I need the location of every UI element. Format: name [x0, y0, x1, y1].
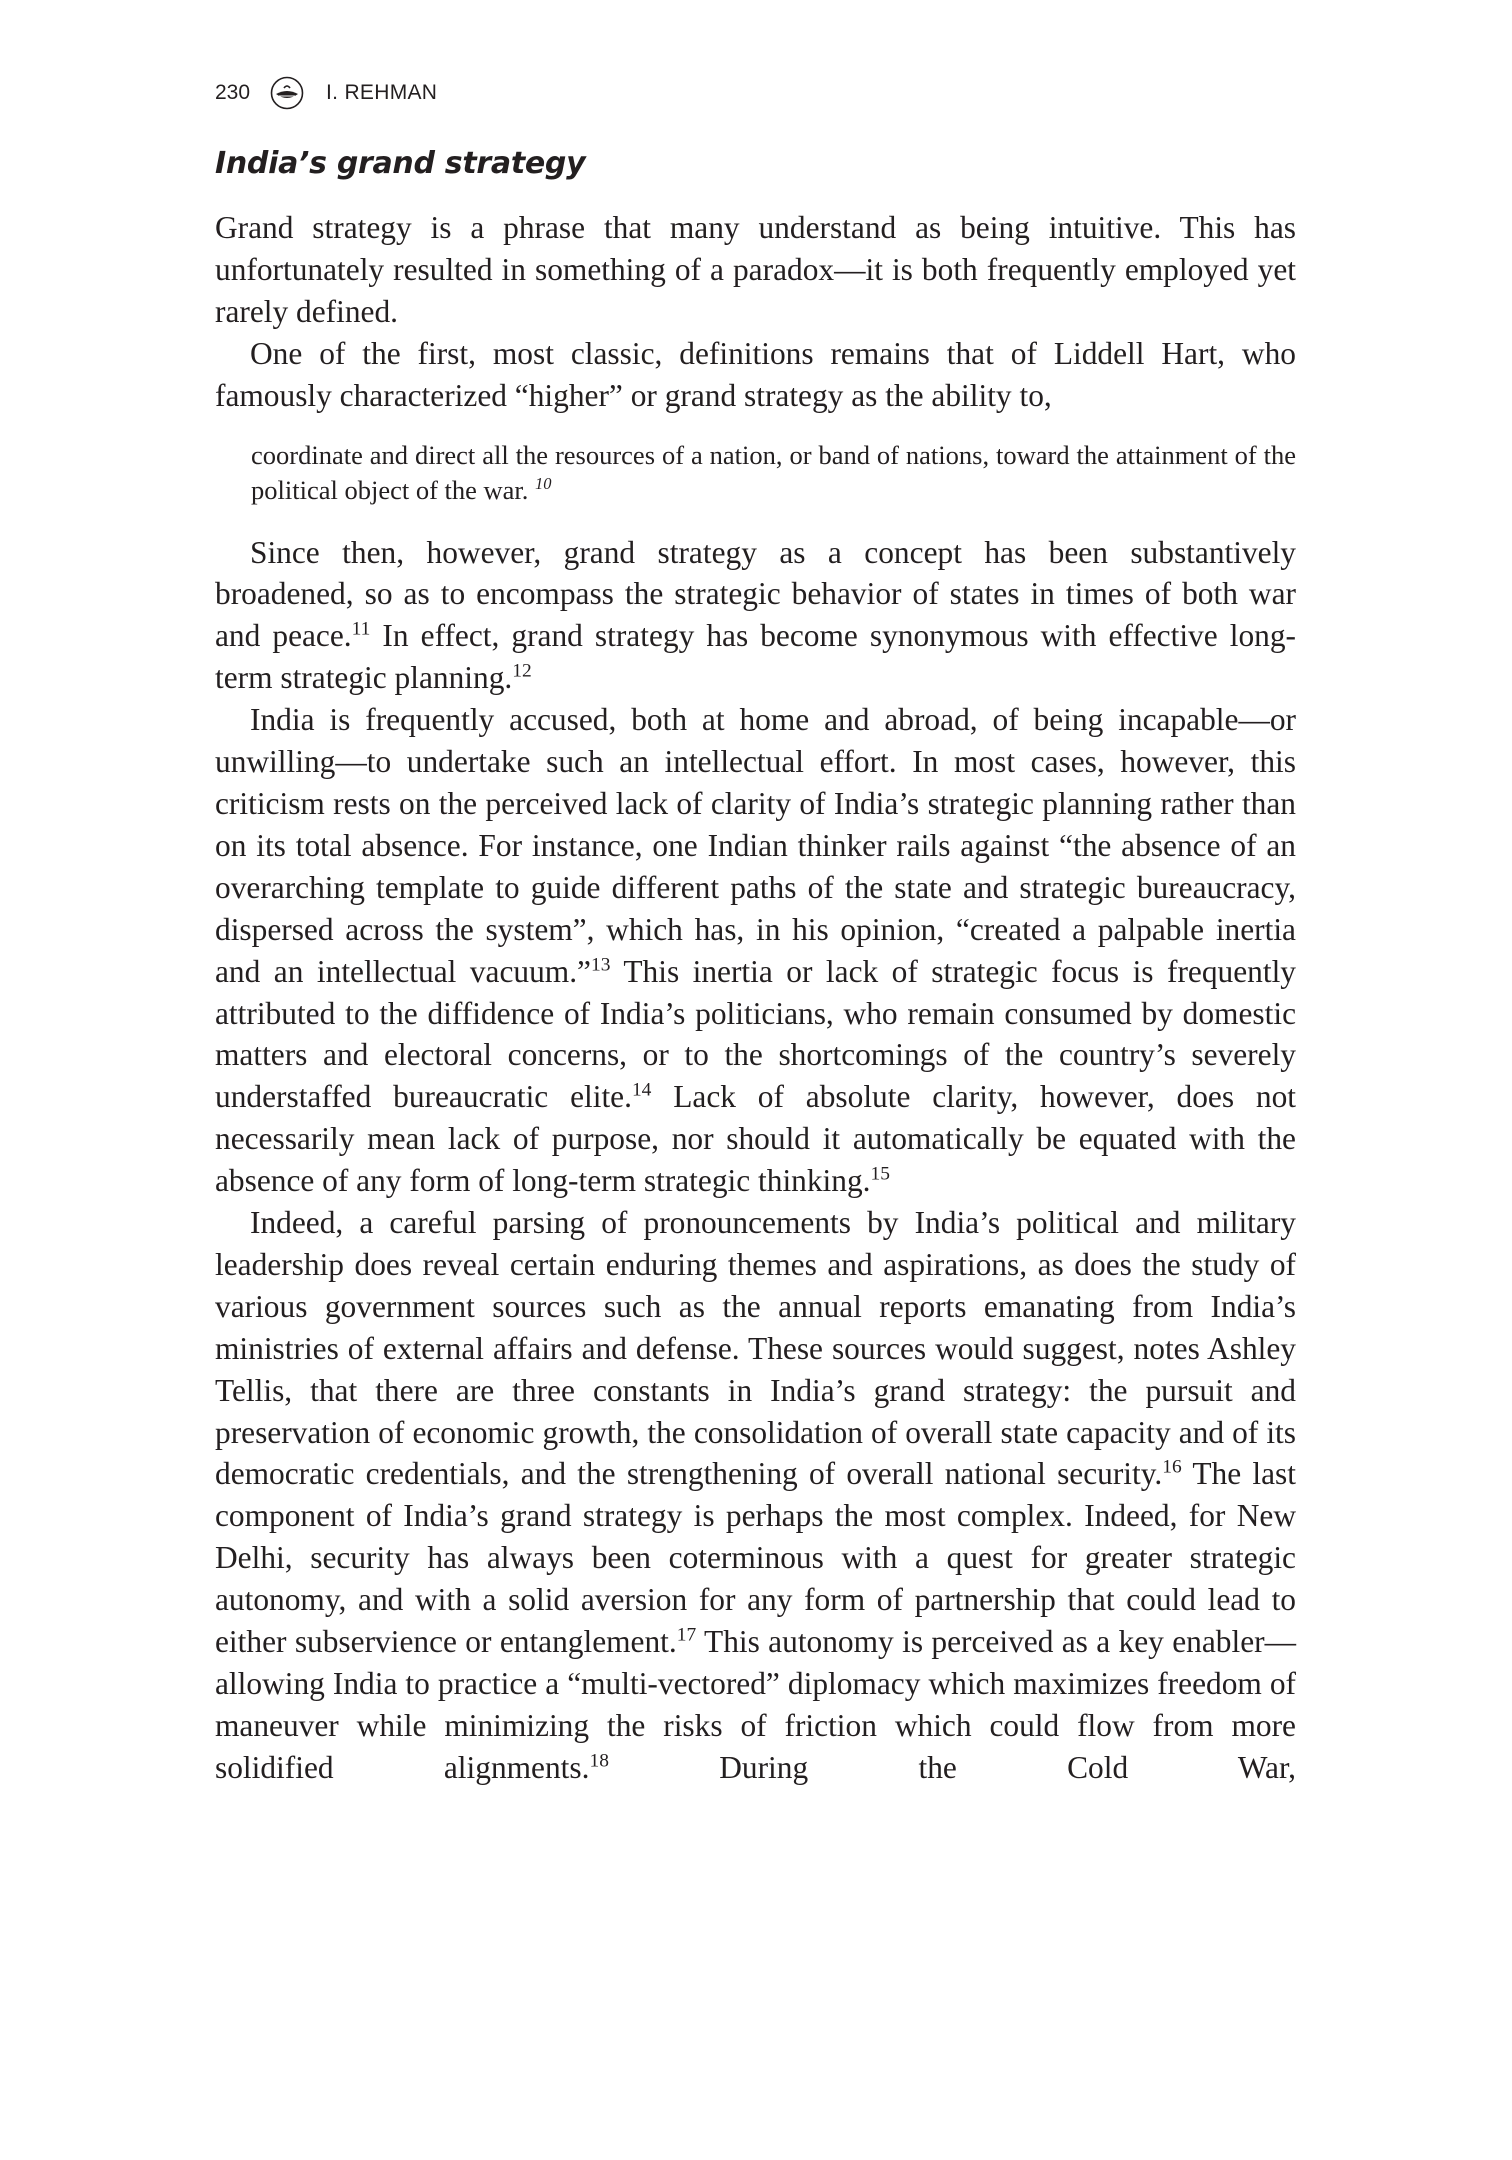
footnote-ref: 11	[351, 618, 371, 640]
body-text	[215, 207, 1296, 1789]
footnote-ref: 18	[589, 1750, 609, 1772]
paragraph-3-text: In effect, grand strategy has become synonymous with effective long-term strategic planning.	[215, 618, 1296, 696]
running-header	[215, 76, 437, 110]
paragraph-5-text: This autonomy is perceived as a key enabler—allowing India to practice a “multi-vectored” diplomacy which maximizes freedom of maneuver while minimizing the risks of friction which could flow from more solidified alignments.	[215, 1624, 1296, 1785]
section-heading: India’s grand strategy	[215, 146, 586, 181]
paragraph-5-text: The last component of India’s grand strategy is perhaps the most complex. Indeed, for New Delhi, security has always been coterminous with a quest for greater strategic autonomy, and with a solid aversion for any form of partnership that could lead to either subservience or entanglement.	[215, 1456, 1296, 1660]
publisher-logo-icon	[270, 76, 304, 110]
page-number: 230	[215, 81, 251, 104]
paragraph-5-text: Indeed, a careful parsing of pronouncements by India’s political and military leadership does reveal certain enduring themes and aspirations, as does the study of various government sources such as the annual reports emanating from India’s ministries of external affairs and defense. These sources would suggest, notes Ashley Tellis, that there are three constants in India’s grand strategy: the pursuit and preservation of economic growth, the consolidation of overall state capacity and of its democratic credentials, and the strengthening of overall national security.	[215, 1205, 1296, 1492]
quote-text: coordinate and direct all the resources of a nation, or band of nations, toward the attainment of the political object of the war.	[251, 439, 1296, 505]
paragraph-3-text: Since then, however, grand strategy as a concept has been substantively broadened, so as to encompass the strategic behavior of states in times of both war and peace.	[215, 534, 1296, 654]
paragraph-2: One of the first, most classic, definitions remains that of Liddell Hart, who famously characterized “higher” or grand strategy as the ability to,	[215, 335, 1296, 413]
footnote-ref: 17	[676, 1624, 697, 1646]
paragraph-4	[215, 699, 1296, 1202]
paragraph-4-text: This inertia or lack of strategic focus is frequently attributed to the diffidence of India’s politicians, who remain consumed by domestic matters and electoral concerns, or to the shortcomings of the country’s severely understaffed bureaucratic elite.	[215, 953, 1296, 1115]
paragraph-4-text: India is frequently accused, both at home and abroad, of being incapable—or unwilling—to undertake such an intellectual effort. In most cases, however, this criticism rests on the perceived lack of clarity of India’s strategic planning rather than on its total absence. For instance, one Indian thinker rails against “the absence of an overarching template to guide different paths of the state and strategic bureaucracy, dispersed across the system”, which has, in his opinion, “created a palpable inertia and an intellectual vacuum.”	[215, 702, 1296, 989]
block-quote	[251, 438, 1296, 508]
paragraph-5-text: During the Cold War,	[608, 1749, 1296, 1785]
paragraph-4-text: Lack of absolute clarity, however, does not necessarily mean lack of purpose, nor should it automatically be equated with the absence of any form of long-term strategic thinking.	[215, 1079, 1297, 1199]
paragraph-3	[215, 532, 1296, 700]
footnote-ref: 12	[512, 660, 532, 682]
paragraph-5	[215, 1202, 1296, 1789]
footnote-ref: 16	[1162, 1457, 1182, 1478]
paragraph-1: Grand strategy is a phrase that many understand as being intuitive. This has unfortunately resulted in something of a paradox—it is both frequently employed yet rarely defined.	[215, 210, 1296, 329]
footnote-ref: 13	[590, 954, 611, 976]
footnote-ref: 15	[870, 1163, 890, 1185]
footnote-ref: 10	[535, 473, 552, 493]
running-author: I. REHMAN	[326, 81, 438, 104]
footnote-ref: 14	[631, 1079, 652, 1101]
